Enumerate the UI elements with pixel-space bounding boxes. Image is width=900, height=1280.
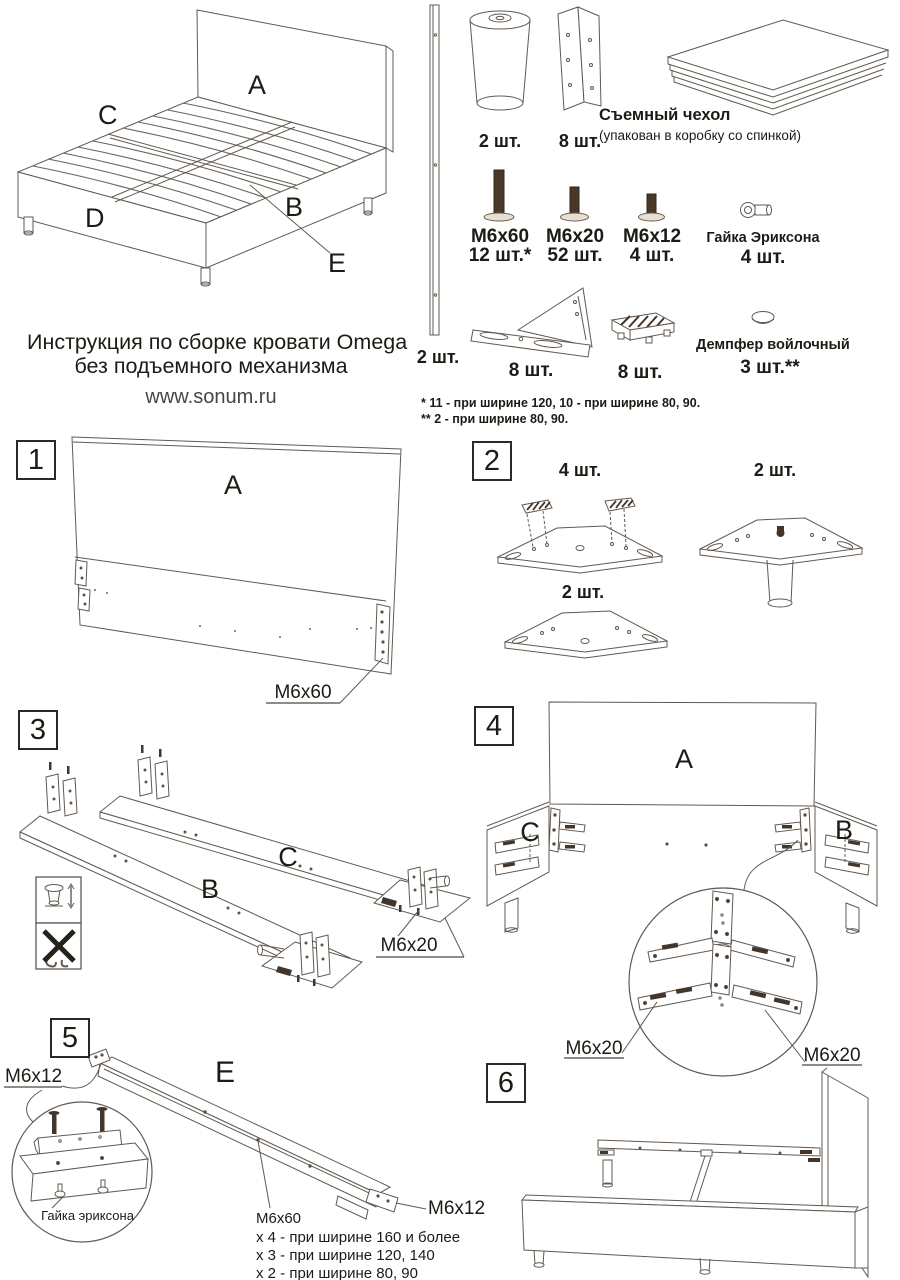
step1-callout-m6x60: M6x60 xyxy=(274,682,332,703)
step4-label-b: B xyxy=(834,815,853,845)
overview-label-c: C xyxy=(98,100,118,130)
step1-right-bracket xyxy=(375,604,390,664)
step5-note-line1: x 4 - при ширине 160 и более xyxy=(256,1229,461,1246)
step2-plate-with-leg xyxy=(700,518,862,607)
step5-note-title: M6x60 xyxy=(256,1210,302,1227)
step4-label-a: A xyxy=(674,744,693,774)
step2-plain-plate xyxy=(505,611,667,658)
parts-drawings xyxy=(430,5,888,357)
erikson-nut-name: Гайка Эриксона xyxy=(706,230,820,246)
part-cover xyxy=(668,20,888,115)
step5-label-e: E xyxy=(214,1056,235,1089)
slat-holder-small xyxy=(522,498,635,513)
bolt-m6x20-qty: 52 шт. xyxy=(547,245,603,266)
step4-label-c: C xyxy=(520,817,540,847)
step3-c-left-brackets xyxy=(138,745,169,799)
overview-label-a: A xyxy=(248,70,267,100)
step3-callout-m6x20: M6x20 xyxy=(380,935,438,956)
step5-note-line2: x 3 - при ширине 120, 140 xyxy=(256,1247,435,1264)
doc-title-line1: Инструкция по сборке кровати Omega xyxy=(27,330,408,354)
damper-qty: 3 шт.** xyxy=(740,357,800,378)
step3-number: 3 xyxy=(18,710,58,750)
bolt-m6x20-name: M6x20 xyxy=(545,226,605,247)
website-url: www.sonum.ru xyxy=(145,386,277,408)
step4-callout-m6x20-left: M6x20 xyxy=(565,1038,623,1059)
step1-number: 1 xyxy=(16,440,56,480)
erikson-nut-qty: 4 шт. xyxy=(740,247,786,268)
step5-note-line3: x 2 - при ширине 80, 90 xyxy=(256,1265,418,1280)
overview-label-b: B xyxy=(285,192,304,222)
step6-outer-frame xyxy=(522,1195,868,1274)
step4-corner-hardware xyxy=(549,808,811,852)
part-leg-qty: 2 шт. xyxy=(478,131,522,151)
part-cover-title: Съемный чехол xyxy=(599,106,731,124)
overview-label-e: E xyxy=(328,248,347,278)
doc-title-line2: без подъемного механизма xyxy=(74,354,348,378)
step3-label-b: B xyxy=(200,874,219,904)
part-corner-bracket xyxy=(471,288,592,357)
part-slat-holder xyxy=(612,313,674,343)
step3-b-left-brackets xyxy=(46,762,77,816)
step5-callout-m6x12-left: M6x12 xyxy=(5,1066,63,1087)
step5-erikson-label: Гайка эриксона xyxy=(41,1208,134,1223)
bolt-m6x60-qty: 12 шт.* xyxy=(468,245,532,266)
part-bolt-m6x12 xyxy=(639,194,665,221)
step2-plate-with-holders xyxy=(498,498,662,573)
part-erikson-nut xyxy=(741,203,772,218)
part-damper xyxy=(752,312,774,324)
part-leg xyxy=(470,11,530,110)
bolt-m6x60-name: M6x60 xyxy=(470,226,530,247)
step5-number: 5 xyxy=(50,1018,90,1058)
damper-name: Демпфер войлочный xyxy=(696,337,850,353)
part-slat xyxy=(430,5,439,335)
part-bolt-m6x60 xyxy=(484,170,514,221)
part-angle-bracket xyxy=(558,7,601,110)
icon-fitting-height xyxy=(36,877,81,923)
part-bolt-m6x20 xyxy=(561,187,589,221)
bolt-m6x12-qty: 4 шт. xyxy=(629,245,675,266)
overview-label-d: D xyxy=(85,203,105,233)
icon-no-tool xyxy=(36,923,81,969)
step2-qty-leg-plate: 2 шт. xyxy=(753,460,797,480)
bolt-m6x12-name: M6x12 xyxy=(622,226,682,247)
step2-number: 2 xyxy=(472,441,512,481)
step6-number: 6 xyxy=(486,1063,526,1103)
step3-label-c: C xyxy=(278,842,298,872)
step1-label-a: A xyxy=(223,470,242,500)
step2-qty-plain-plate: 2 шт. xyxy=(561,582,605,602)
step4-callout-m6x20-right: M6x20 xyxy=(803,1045,861,1066)
slat-holder-qty: 8 шт. xyxy=(617,362,663,383)
corner-bracket-qty: 8 шт. xyxy=(508,360,554,381)
step2-qty-holders: 4 шт. xyxy=(558,460,602,480)
part-cover-note: (упакован в коробку со спинкой) xyxy=(599,128,801,143)
part-slat-qty: 2 шт. xyxy=(416,347,460,367)
step6-drawing xyxy=(522,1068,868,1277)
step5-callout-m6x12-right: M6x12 xyxy=(428,1198,486,1219)
step2-drawing xyxy=(498,498,862,658)
footnote-2: ** 2 - при ширине 80, 90. xyxy=(421,412,569,426)
part-angle-qty: 8 шт. xyxy=(558,131,602,151)
step4-number: 4 xyxy=(474,706,514,746)
footnote-1: * 11 - при ширине 120, 10 - при ширине 80, 90. xyxy=(421,396,701,410)
overview-bed-drawing xyxy=(18,10,393,286)
